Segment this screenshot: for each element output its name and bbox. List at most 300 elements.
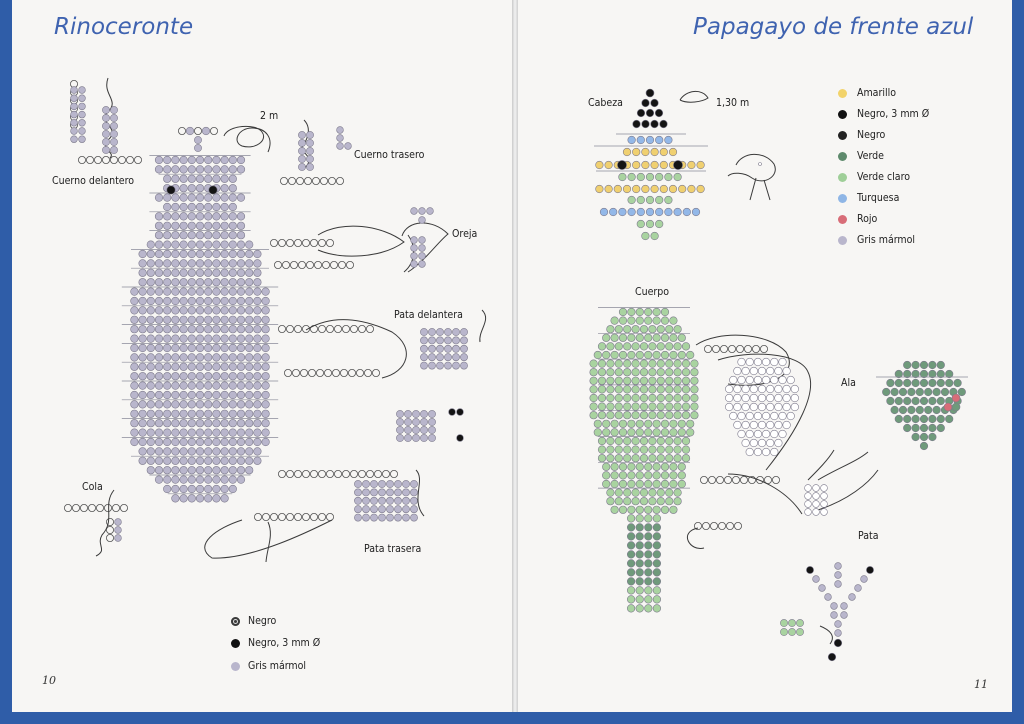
- front-horn-open-bead: [78, 156, 85, 163]
- front-horn-bead: [102, 130, 109, 137]
- rhino-body-bead: [221, 260, 229, 268]
- hind-leg-bead: [370, 480, 377, 487]
- rhino-body-bead: [221, 382, 229, 390]
- rhino-body-bead: [262, 391, 270, 399]
- body-bead: [598, 368, 606, 376]
- front-leg-bead: [452, 328, 459, 335]
- label-wing: Ala: [841, 377, 856, 389]
- foot-bead: [805, 501, 812, 508]
- ear-open-bead: [326, 239, 333, 246]
- body-bead: [615, 377, 623, 385]
- front-leg-bead: [420, 345, 427, 352]
- body-bead: [644, 429, 652, 437]
- body-bead: [653, 308, 661, 316]
- body-bead: [623, 411, 631, 419]
- body-bead: [640, 489, 648, 497]
- ala-bead: [920, 397, 928, 405]
- body-bead: [636, 420, 644, 428]
- rhino-body-bead: [221, 307, 229, 315]
- body-bead: [607, 386, 615, 394]
- rhino-body-bead: [172, 363, 180, 371]
- rhino-body-bead: [196, 466, 204, 474]
- rhino-body-bead: [237, 166, 245, 174]
- rhino-body-bead: [139, 438, 147, 446]
- front-horn-bead: [110, 130, 117, 137]
- rhino-body-bead: [221, 241, 229, 249]
- back-horn-bead: [298, 139, 305, 146]
- tail-bead: [636, 542, 644, 550]
- head-bead-turquoise: [692, 208, 700, 216]
- body-bead: [657, 446, 665, 454]
- rhino-body-bead: [155, 269, 163, 277]
- tail-open-bead: [104, 504, 111, 511]
- rhino-body-bead: [254, 429, 262, 437]
- wing-pattern-bead: [742, 403, 750, 411]
- rhino-body-bead: [180, 194, 188, 202]
- rhino-body-bead: [139, 250, 147, 258]
- wing-pattern-bead: [762, 376, 770, 384]
- rhino-body-bead: [196, 260, 204, 268]
- foot-bead: [813, 501, 820, 508]
- foot-bead: [805, 485, 812, 492]
- rhino-body-bead: [204, 288, 212, 296]
- head-bead-yellow: [596, 185, 604, 193]
- hind-leg-open-bead: [262, 513, 269, 520]
- rhino-body-bead: [188, 391, 196, 399]
- body-bead: [619, 429, 627, 437]
- body-bead: [615, 411, 623, 419]
- toe-bead-black: [457, 409, 464, 416]
- hind-leg-open-bead: [350, 470, 357, 477]
- rhino-body-bead: [139, 401, 147, 409]
- rhino-body-bead: [213, 429, 221, 437]
- leg-open-bead: [724, 476, 731, 483]
- body-bead: [649, 394, 657, 402]
- rhino-body-bead: [229, 203, 237, 211]
- foot-bead: [813, 485, 820, 492]
- foot-bead: [813, 493, 820, 500]
- rhino-body-bead: [221, 401, 229, 409]
- rhino-body-bead: [245, 260, 253, 268]
- rhino-body-bead: [196, 448, 204, 456]
- rhino-body-bead: [245, 401, 253, 409]
- rhino-body-bead: [229, 166, 237, 174]
- wing-pattern-bead: [734, 394, 742, 402]
- hind-leg-wire: [266, 522, 270, 562]
- wing-pattern-bead: [791, 394, 799, 402]
- rhino-body-bead: [229, 316, 237, 324]
- rhino-body-bead: [180, 222, 188, 230]
- wing-pattern-bead: [779, 376, 787, 384]
- rhino-body-bead: [172, 213, 180, 221]
- rhino-body-bead: [172, 382, 180, 390]
- body-bead: [661, 317, 669, 325]
- hind-leg-open-bead: [326, 513, 333, 520]
- wing-pattern-bead: [742, 439, 750, 447]
- page-number-left: 10: [42, 674, 56, 687]
- body-bead: [640, 454, 648, 462]
- ala-bead: [903, 397, 911, 405]
- body-bead: [636, 308, 644, 316]
- front-horn-bead: [71, 103, 78, 110]
- ala-bead: [941, 388, 949, 396]
- rhino-body-bead: [213, 438, 221, 446]
- rhino-body-bead: [188, 316, 196, 324]
- rhino-body-bead: [155, 316, 163, 324]
- rhino-body-bead: [204, 250, 212, 258]
- head-bead-yellow: [697, 185, 705, 193]
- rhino-body-bead: [254, 344, 262, 352]
- wing-pattern-bead: [775, 394, 783, 402]
- rhino-body-bead: [147, 363, 155, 371]
- head-bead-yellow: [651, 185, 659, 193]
- rhino-body-bead: [254, 316, 262, 324]
- rhino-body-bead: [213, 325, 221, 333]
- front-leg-bead: [428, 328, 435, 335]
- rhino-body-bead: [196, 222, 204, 230]
- tail-bead: [653, 533, 661, 541]
- ala-bead: [929, 361, 937, 369]
- rhino-body-bead: [163, 401, 171, 409]
- rhino-body-bead: [262, 401, 270, 409]
- toe-bead: [412, 426, 419, 433]
- rhino-body-bead: [147, 297, 155, 305]
- body-bead: [682, 343, 690, 351]
- rhino-body-bead: [196, 495, 204, 503]
- rhino-body-bead: [163, 222, 171, 230]
- front-leg-bead: [436, 345, 443, 352]
- body-bead: [632, 377, 640, 385]
- body-bead: [636, 506, 644, 514]
- wing-open-bead: [712, 345, 719, 352]
- rhino-body-bead: [180, 476, 188, 484]
- rhino-body-bead: [180, 382, 188, 390]
- rhino-body-bead: [221, 419, 229, 427]
- rhino-body-bead: [237, 194, 245, 202]
- body-bead: [607, 360, 615, 368]
- head-bead-green: [646, 196, 654, 204]
- rhino-body-bead: [163, 448, 171, 456]
- ear-open-bead: [282, 261, 289, 268]
- tail-open-bead: [96, 504, 103, 511]
- ala-bead: [933, 388, 941, 396]
- body-bead: [632, 454, 640, 462]
- body-bead: [657, 360, 665, 368]
- body-bead: [628, 308, 636, 316]
- head-bead-turquoise: [628, 136, 636, 144]
- wing-pattern-bead: [787, 376, 795, 384]
- rhino-body-bead: [180, 269, 188, 277]
- hind-leg-bead: [378, 506, 385, 513]
- back-horn-open-bead: [296, 177, 303, 184]
- rhino-body-bead: [204, 325, 212, 333]
- rhino-body-bead: [180, 325, 188, 333]
- leg-open-bead: [734, 522, 741, 529]
- rhino-body-bead: [131, 382, 139, 390]
- rhino-body-bead: [245, 457, 253, 465]
- rhino-body-bead: [262, 372, 270, 380]
- body-bead: [611, 317, 619, 325]
- rhino-body-bead: [204, 344, 212, 352]
- head-bead-yellow: [688, 161, 696, 169]
- wing-pattern-bead: [766, 385, 774, 393]
- rhino-body-bead: [204, 429, 212, 437]
- head-bead-turquoise: [665, 136, 673, 144]
- rhino-body-bead: [172, 354, 180, 362]
- tail-bead: [115, 519, 122, 526]
- front-leg-bead: [436, 337, 443, 344]
- body-bead: [661, 429, 669, 437]
- pata-green-bead: [788, 619, 795, 626]
- body-bead: [628, 429, 636, 437]
- head-bead: [642, 99, 650, 107]
- tail-bead: [653, 515, 661, 523]
- rhino-body-bead: [221, 448, 229, 456]
- tail-bead: [106, 534, 113, 541]
- rhino-body-bead: [139, 344, 147, 352]
- rhino-body-bead: [196, 335, 204, 343]
- body-bead: [607, 454, 615, 462]
- body-bead: [590, 411, 598, 419]
- label-tail: Cola: [82, 481, 103, 493]
- ala-bead: [958, 388, 966, 396]
- tail-open-bead: [72, 504, 79, 511]
- rhino-body-bead: [180, 288, 188, 296]
- rhino-body-bead: [131, 391, 139, 399]
- rhino-body-bead: [213, 344, 221, 352]
- rhino-body-bead: [155, 419, 163, 427]
- body-bead: [615, 360, 623, 368]
- wing-pattern-bead: [754, 358, 762, 366]
- hind-leg-wire: [205, 520, 332, 558]
- front-leg-bead: [420, 337, 427, 344]
- rhino-body-bead: [237, 307, 245, 315]
- hind-leg-bead: [386, 514, 393, 521]
- rhino-body-bead: [196, 166, 204, 174]
- rhino-body-bead: [196, 429, 204, 437]
- rhino-body-bead: [204, 156, 212, 164]
- wing-pattern-bead: [775, 421, 783, 429]
- body-bead: [640, 437, 648, 445]
- rhino-body-bead: [172, 288, 180, 296]
- back-horn-bead: [306, 163, 313, 170]
- rhino-body-bead: [155, 325, 163, 333]
- body-bead: [594, 351, 602, 359]
- rhino-body-bead: [262, 344, 270, 352]
- legend-swatch-3: [838, 152, 847, 161]
- body-bead: [623, 489, 631, 497]
- rhino-body-bead: [229, 466, 237, 474]
- rhino-body-bead: [221, 297, 229, 305]
- head-bead-yellow: [678, 185, 686, 193]
- body-bead: [653, 420, 661, 428]
- rhino-body-bead: [221, 222, 229, 230]
- rhino-body-bead: [163, 438, 171, 446]
- rhino-body-bead: [204, 203, 212, 211]
- hind-leg-bead: [394, 480, 401, 487]
- rhino-body-bead: [254, 335, 262, 343]
- rhino-body-bead: [163, 156, 171, 164]
- body-bead: [670, 472, 678, 480]
- tail-bead: [636, 587, 644, 595]
- pata-green-bead: [780, 619, 787, 626]
- wing-pattern-bead: [762, 412, 770, 420]
- front-leg-open-bead: [324, 369, 331, 376]
- body-bead: [632, 411, 640, 419]
- front-horn-bead: [102, 106, 109, 113]
- back-horn-bead: [306, 139, 313, 146]
- head-bead-yellow: [642, 161, 650, 169]
- hind-leg-bead: [362, 506, 369, 513]
- rhino-body-bead: [180, 410, 188, 418]
- rhino-body-bead: [262, 438, 270, 446]
- tail-bead: [653, 551, 661, 559]
- back-horn-open-bead: [304, 177, 311, 184]
- toe-bead: [412, 434, 419, 441]
- rhino-body-bead: [204, 363, 212, 371]
- back-horn-open-bead: [312, 177, 319, 184]
- rhino-body-bead: [245, 391, 253, 399]
- toe-bead: [428, 426, 435, 433]
- rhino-body-bead: [204, 278, 212, 286]
- foot-bead: [821, 509, 828, 516]
- ala-bead: [952, 403, 960, 411]
- rhino-body-bead: [188, 166, 196, 174]
- head-bead: [646, 109, 654, 117]
- tail-bead: [627, 515, 635, 523]
- leg-open-bead: [732, 476, 739, 483]
- rhino-body-bead: [245, 241, 253, 249]
- rhino-body-bead: [155, 448, 163, 456]
- body-bead: [665, 325, 673, 333]
- toe-bead: [428, 410, 435, 417]
- back-horn-bead: [337, 127, 344, 134]
- body-bead: [598, 394, 606, 402]
- wing-pattern-bead: [758, 421, 766, 429]
- rhino-body-bead: [172, 156, 180, 164]
- head-bead-turquoise: [655, 136, 663, 144]
- rhino-body-bead: [196, 485, 204, 493]
- body-bead: [623, 377, 631, 385]
- tail-bead: [645, 605, 653, 613]
- rhino-body-bead: [180, 401, 188, 409]
- back-horn-open-bead: [328, 177, 335, 184]
- body-bead: [691, 403, 699, 411]
- rhino-body-bead: [180, 213, 188, 221]
- rhino-body-bead: [245, 344, 253, 352]
- rhino-body-bead: [262, 335, 270, 343]
- rhino-body-bead: [163, 363, 171, 371]
- rhino-body-bead: [221, 485, 229, 493]
- body-bead: [607, 489, 615, 497]
- rhino-body-bead: [172, 401, 180, 409]
- rhino-body-bead: [237, 382, 245, 390]
- body-bead: [674, 446, 682, 454]
- body-bead: [678, 420, 686, 428]
- wing-pattern-bead: [771, 430, 779, 438]
- rhino-body-bead: [155, 335, 163, 343]
- body-bead: [590, 377, 598, 385]
- hind-leg-bead: [410, 497, 417, 504]
- rhino-body-bead: [188, 213, 196, 221]
- head-wire-loop: [680, 91, 708, 102]
- ala-bead: [912, 415, 920, 423]
- pata-bead: [831, 612, 838, 619]
- rhino-body-bead: [204, 194, 212, 202]
- rhino-body-bead: [163, 466, 171, 474]
- body-bead: [670, 506, 678, 514]
- wing-open-bead: [728, 345, 735, 352]
- rhino-body-bead: [204, 307, 212, 315]
- tail-open-bead: [112, 504, 119, 511]
- body-bead: [653, 480, 661, 488]
- rhino-body-bead: [254, 438, 262, 446]
- body-bead: [670, 429, 678, 437]
- pata-bead-black: [828, 653, 836, 661]
- rhino-body-bead: [180, 175, 188, 183]
- rhino-body-bead: [245, 297, 253, 305]
- body-bead: [632, 394, 640, 402]
- head-bead-yellow: [632, 185, 640, 193]
- ala-bead: [929, 379, 937, 387]
- body-bead: [602, 420, 610, 428]
- wing-pattern-bead: [771, 412, 779, 420]
- ala-bead: [920, 424, 928, 432]
- hind-leg-open-bead: [326, 470, 333, 477]
- rhino-body-bead: [229, 288, 237, 296]
- tail-bead: [645, 578, 653, 586]
- rhino-body-bead: [188, 429, 196, 437]
- rhino-body-bead: [237, 344, 245, 352]
- body-bead: [636, 351, 644, 359]
- rhino-body-bead: [163, 354, 171, 362]
- body-bead: [649, 368, 657, 376]
- rhino-body-bead: [213, 372, 221, 380]
- pata-bead: [841, 612, 848, 619]
- wing-pattern-bead: [738, 376, 746, 384]
- legend-swatch-5: [838, 194, 847, 203]
- front-leg-bead: [460, 328, 467, 335]
- legend-label-7: Gris mármol: [857, 234, 916, 246]
- pata-bead: [835, 563, 842, 570]
- rhino-body-bead: [188, 325, 196, 333]
- rhino-body-bead: [213, 419, 221, 427]
- rhino-body-bead: [213, 335, 221, 343]
- rhino-body-bead: [229, 250, 237, 258]
- rhino-body-bead: [237, 288, 245, 296]
- rhino-body-bead: [221, 175, 229, 183]
- toe-bead: [404, 418, 411, 425]
- body-bead: [615, 386, 623, 394]
- rhino-body-bead: [180, 495, 188, 503]
- body-bead: [657, 437, 665, 445]
- rhino-body-bead: [213, 382, 221, 390]
- back-horn-bead: [337, 143, 344, 150]
- wing-pattern-bead: [725, 403, 733, 411]
- pata-green-bead: [788, 628, 795, 635]
- rhino-body-bead: [196, 203, 204, 211]
- head-bead: [646, 89, 654, 97]
- head-bead-yellow: [605, 185, 613, 193]
- wing-pattern-bead: [734, 385, 742, 393]
- pata-bead: [841, 603, 848, 610]
- rhino-body-bead: [139, 335, 147, 343]
- body-bead: [615, 489, 623, 497]
- body-bead: [619, 420, 627, 428]
- back-horn-bead: [345, 143, 352, 150]
- front-horn-bead: [79, 119, 86, 126]
- hind-leg-open-bead: [254, 513, 261, 520]
